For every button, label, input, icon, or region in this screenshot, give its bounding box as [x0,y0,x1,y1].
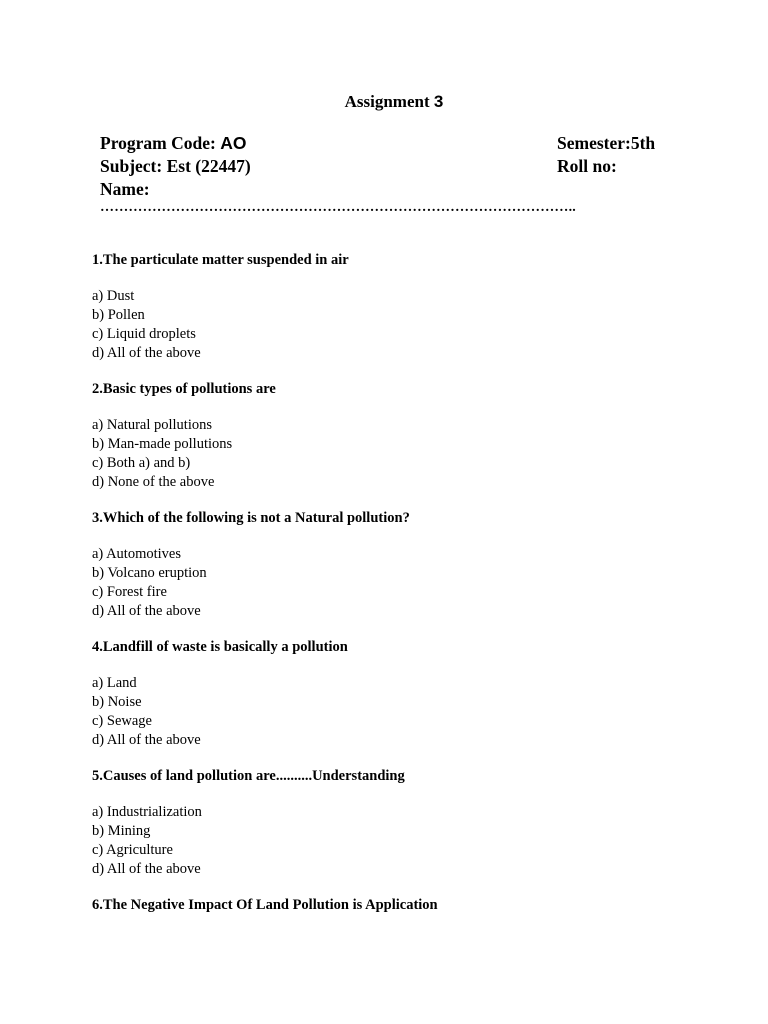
question-text: 1.The particulate matter suspended in air [92,252,349,268]
option-item: c) Liquid droplets [92,326,196,342]
assignment-number: 3 [433,92,444,111]
option-item: a) Land [92,675,137,691]
option-item: d) All of the above [92,732,201,748]
option-item: c) Forest fire [92,584,167,600]
name-fill-line: ……………………………………………………………………………………….. [100,200,576,215]
question-block [92,767,732,879]
program-code-label: Program Code: [100,133,216,153]
option-list [92,416,732,492]
question-text: 3.Which of the following is not a Natural pollution? [92,510,410,526]
option-item: d) All of the above [92,603,201,619]
program-code-value: AO [220,133,247,153]
question-text: 5.Causes of land pollution are..........Understanding [92,768,405,784]
option-list [92,287,732,363]
option-item: a) Automotives [92,546,182,562]
option-list [92,674,732,750]
question-block [92,380,732,492]
option-item: b) Mining [92,823,151,839]
option-item: a) Dust [92,288,135,304]
question-text: 6.The Negative Impact Of Land Pollution is Application [92,897,438,913]
option-item: b) Noise [92,694,142,710]
option-item: a) Industrialization [92,804,202,820]
option-item: d) All of the above [92,345,201,361]
question-list [92,251,732,932]
option-item: b) Pollen [92,307,145,323]
option-list [92,545,732,621]
option-item: b) Volcano eruption [92,565,207,581]
option-item: b) Man-made pollutions [92,436,233,452]
option-list [92,803,732,879]
subject: Subject: Est (22447) [100,156,251,176]
semester: Semester:5th [557,133,656,153]
assignment-title [0,92,768,112]
option-item: d) None of the above [92,474,215,490]
option-item: a) Natural pollutions [92,417,213,433]
question-block [92,896,732,915]
question-text: 4.Landfill of waste is basically a pollution [92,639,348,655]
roll-no: Roll no: [557,156,617,176]
question-block [92,251,732,363]
question-text: 2.Basic types of pollutions are [92,381,276,397]
option-item: c) Both a) and b) [92,455,191,471]
option-item: d) All of the above [92,861,201,877]
program-code [100,133,246,154]
assignment-title-text: Assignment [344,92,430,111]
option-item: c) Sewage [92,713,152,729]
question-block [92,638,732,750]
question-block [92,509,732,621]
option-item: c) Agriculture [92,842,173,858]
name-label: Name: [100,179,150,199]
